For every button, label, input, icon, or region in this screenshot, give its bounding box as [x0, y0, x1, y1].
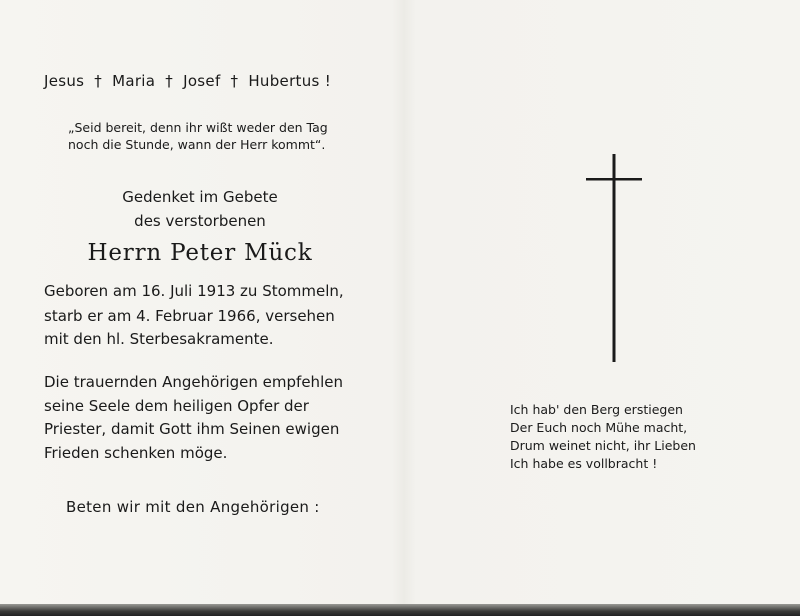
small-cross-icon: †: [230, 72, 239, 90]
biography-line-3: mit den hl. Sterbesakramente.: [44, 330, 274, 348]
intro-line-2: des verstorbenen: [134, 212, 266, 230]
small-cross-icon: †: [94, 72, 103, 90]
closing-prayer: Beten wir mit den Angehörigen :: [66, 498, 320, 516]
small-cross-icon: †: [165, 72, 174, 90]
scripture-quote-line-1: „Seid bereit, denn ihr wißt weder den Tag: [68, 120, 328, 135]
biography-line-2: starb er am 4. Februar 1966, versehen: [44, 307, 335, 325]
invocation-word-4: Hubertus !: [248, 72, 332, 90]
petition-line-1: Die trauernden Angehörigen empfehlen: [44, 373, 343, 391]
petition-line-2: seine Seele dem heiligen Opfer der: [44, 397, 309, 415]
invocation-word-2: Maria: [112, 72, 156, 90]
invocation-word-1: Jesus: [44, 72, 85, 90]
invocation-word-3: Josef: [183, 72, 221, 90]
card-bottom-edge: [0, 604, 800, 616]
deceased-name: Herrn Peter Mück: [87, 240, 313, 266]
verse-line-2: Der Euch noch Mühe macht,: [510, 420, 688, 435]
petition-line-4: Frieden schenken möge.: [44, 444, 228, 462]
invocation-line: [44, 72, 331, 90]
latin-cross-icon: [586, 154, 642, 362]
verse-line-4: Ich habe es vollbracht !: [510, 456, 658, 471]
verse-line-3: Drum weinet nicht, ihr Lieben: [510, 438, 696, 453]
biography-line-1: Geboren am 16. Juli 1913 zu Stommeln,: [44, 282, 344, 300]
scripture-quote-line-2: noch die Stunde, wann der Herr kommt“.: [68, 137, 326, 152]
petition-line-3: Priester, damit Gott ihm Seinen ewigen: [44, 420, 340, 438]
verse-line-1: Ich hab' den Berg erstiegen: [510, 402, 683, 417]
intro-line-1: Gedenket im Gebete: [122, 188, 278, 206]
